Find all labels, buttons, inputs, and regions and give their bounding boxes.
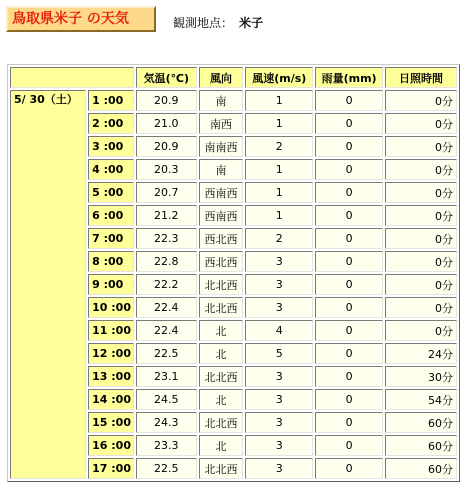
- col-header-wind-direction: 風向: [199, 67, 244, 88]
- rainfall-cell: 0: [315, 297, 383, 318]
- wind-speed-cell: 2: [245, 136, 313, 157]
- sunshine-cell: 60分: [385, 435, 457, 456]
- time-cell: 17 :00: [88, 458, 134, 479]
- weather-table: [7, 64, 460, 482]
- time-cell: 15 :00: [88, 412, 134, 433]
- wind-direction-cell: 北北西: [199, 297, 244, 318]
- sunshine-cell: 0分: [385, 297, 457, 318]
- location-label: 観測地点：: [173, 16, 234, 30]
- sunshine-cell: 0分: [385, 251, 457, 272]
- temperature-cell: 20.9: [136, 90, 197, 111]
- time-cell: 2 :00: [88, 113, 134, 134]
- time-cell: 11 :00: [88, 320, 134, 341]
- rainfall-cell: 0: [315, 435, 383, 456]
- sunshine-cell: 30分: [385, 366, 457, 387]
- wind-speed-cell: 1: [245, 90, 313, 111]
- temperature-cell: 22.5: [136, 343, 197, 364]
- temperature-cell: 21.0: [136, 113, 197, 134]
- sunshine-cell: 0分: [385, 205, 457, 226]
- rainfall-cell: 0: [315, 228, 383, 249]
- rainfall-cell: 0: [315, 136, 383, 157]
- time-cell: 9 :00: [88, 274, 134, 295]
- time-cell: 13 :00: [88, 366, 134, 387]
- rainfall-cell: 0: [315, 113, 383, 134]
- temperature-cell: 22.2: [136, 274, 197, 295]
- weather-table-container: [7, 64, 460, 484]
- temperature-cell: 23.1: [136, 366, 197, 387]
- temperature-cell: 20.9: [136, 136, 197, 157]
- wind-direction-cell: 西南西: [199, 182, 244, 203]
- rainfall-cell: 0: [315, 90, 383, 111]
- temperature-cell: 22.3: [136, 228, 197, 249]
- sunshine-cell: 0分: [385, 274, 457, 295]
- time-cell: 5 :00: [88, 182, 134, 203]
- wind-speed-cell: 3: [245, 297, 313, 318]
- wind-speed-cell: 1: [245, 113, 313, 134]
- rainfall-cell: 0: [315, 389, 383, 410]
- wind-direction-cell: 北: [199, 389, 244, 410]
- rainfall-cell: 0: [315, 251, 383, 272]
- col-header-wind-speed: 風速(m/s): [245, 67, 313, 88]
- temperature-cell: 22.5: [136, 458, 197, 479]
- col-header-temp: 気温(℃): [136, 67, 197, 88]
- rainfall-cell: 0: [315, 182, 383, 203]
- time-cell: 12 :00: [88, 343, 134, 364]
- rainfall-cell: 0: [315, 458, 383, 479]
- rainfall-cell: 0: [315, 159, 383, 180]
- wind-speed-cell: 3: [245, 251, 313, 272]
- time-cell: 6 :00: [88, 205, 134, 226]
- page-title: 鳥取県米子 の天気: [6, 6, 156, 32]
- table-header-row: [10, 67, 457, 88]
- temperature-cell: 22.8: [136, 251, 197, 272]
- time-cell: 14 :00: [88, 389, 134, 410]
- sunshine-cell: 0分: [385, 228, 457, 249]
- header-blank-cell: [10, 67, 134, 88]
- table-body: [10, 90, 457, 479]
- sunshine-cell: 60分: [385, 458, 457, 479]
- wind-direction-cell: 南西: [199, 113, 244, 134]
- temperature-cell: 23.3: [136, 435, 197, 456]
- location-info: [173, 14, 263, 31]
- location-name: 米子: [239, 16, 264, 30]
- wind-speed-cell: 5: [245, 343, 313, 364]
- wind-speed-cell: 1: [245, 159, 313, 180]
- wind-direction-cell: 北北西: [199, 366, 244, 387]
- wind-direction-cell: 北北西: [199, 274, 244, 295]
- col-header-sunshine: 日照時間: [385, 67, 457, 88]
- wind-direction-cell: 北: [199, 320, 244, 341]
- sunshine-cell: 0分: [385, 113, 457, 134]
- wind-speed-cell: 3: [245, 435, 313, 456]
- wind-speed-cell: 3: [245, 458, 313, 479]
- wind-direction-cell: 北: [199, 343, 244, 364]
- wind-direction-cell: 北北西: [199, 412, 244, 433]
- sunshine-cell: 60分: [385, 412, 457, 433]
- time-cell: 3 :00: [88, 136, 134, 157]
- sunshine-cell: 24分: [385, 343, 457, 364]
- temperature-cell: 22.4: [136, 320, 197, 341]
- temperature-cell: 24.5: [136, 389, 197, 410]
- temperature-cell: 21.2: [136, 205, 197, 226]
- col-header-rainfall: 雨量(mm): [315, 67, 383, 88]
- sunshine-cell: 54分: [385, 389, 457, 410]
- wind-speed-cell: 3: [245, 366, 313, 387]
- temperature-cell: 20.7: [136, 182, 197, 203]
- time-cell: 4 :00: [88, 159, 134, 180]
- wind-speed-cell: 4: [245, 320, 313, 341]
- time-cell: 1 :00: [88, 90, 134, 111]
- time-cell: 10 :00: [88, 297, 134, 318]
- wind-speed-cell: 1: [245, 182, 313, 203]
- rainfall-cell: 0: [315, 320, 383, 341]
- rainfall-cell: 0: [315, 343, 383, 364]
- time-cell: 7 :00: [88, 228, 134, 249]
- sunshine-cell: 0分: [385, 182, 457, 203]
- temperature-cell: 20.3: [136, 159, 197, 180]
- date-cell: 5/ 30（土）: [10, 90, 86, 479]
- rainfall-cell: 0: [315, 412, 383, 433]
- table-row: [10, 90, 457, 111]
- wind-direction-cell: 西南西: [199, 205, 244, 226]
- wind-speed-cell: 1: [245, 205, 313, 226]
- wind-direction-cell: 南: [199, 159, 244, 180]
- rainfall-cell: 0: [315, 274, 383, 295]
- temperature-cell: 22.4: [136, 297, 197, 318]
- temperature-cell: 24.3: [136, 412, 197, 433]
- wind-direction-cell: 南: [199, 90, 244, 111]
- rainfall-cell: 0: [315, 366, 383, 387]
- sunshine-cell: 0分: [385, 136, 457, 157]
- time-cell: 16 :00: [88, 435, 134, 456]
- wind-speed-cell: 3: [245, 412, 313, 433]
- wind-direction-cell: 西北西: [199, 228, 244, 249]
- wind-direction-cell: 北: [199, 435, 244, 456]
- wind-speed-cell: 3: [245, 274, 313, 295]
- sunshine-cell: 0分: [385, 159, 457, 180]
- wind-direction-cell: 西北西: [199, 251, 244, 272]
- wind-direction-cell: 南南西: [199, 136, 244, 157]
- time-cell: 8 :00: [88, 251, 134, 272]
- sunshine-cell: 0分: [385, 90, 457, 111]
- wind-direction-cell: 北北西: [199, 458, 244, 479]
- rainfall-cell: 0: [315, 205, 383, 226]
- sunshine-cell: 0分: [385, 320, 457, 341]
- wind-speed-cell: 2: [245, 228, 313, 249]
- wind-speed-cell: 3: [245, 389, 313, 410]
